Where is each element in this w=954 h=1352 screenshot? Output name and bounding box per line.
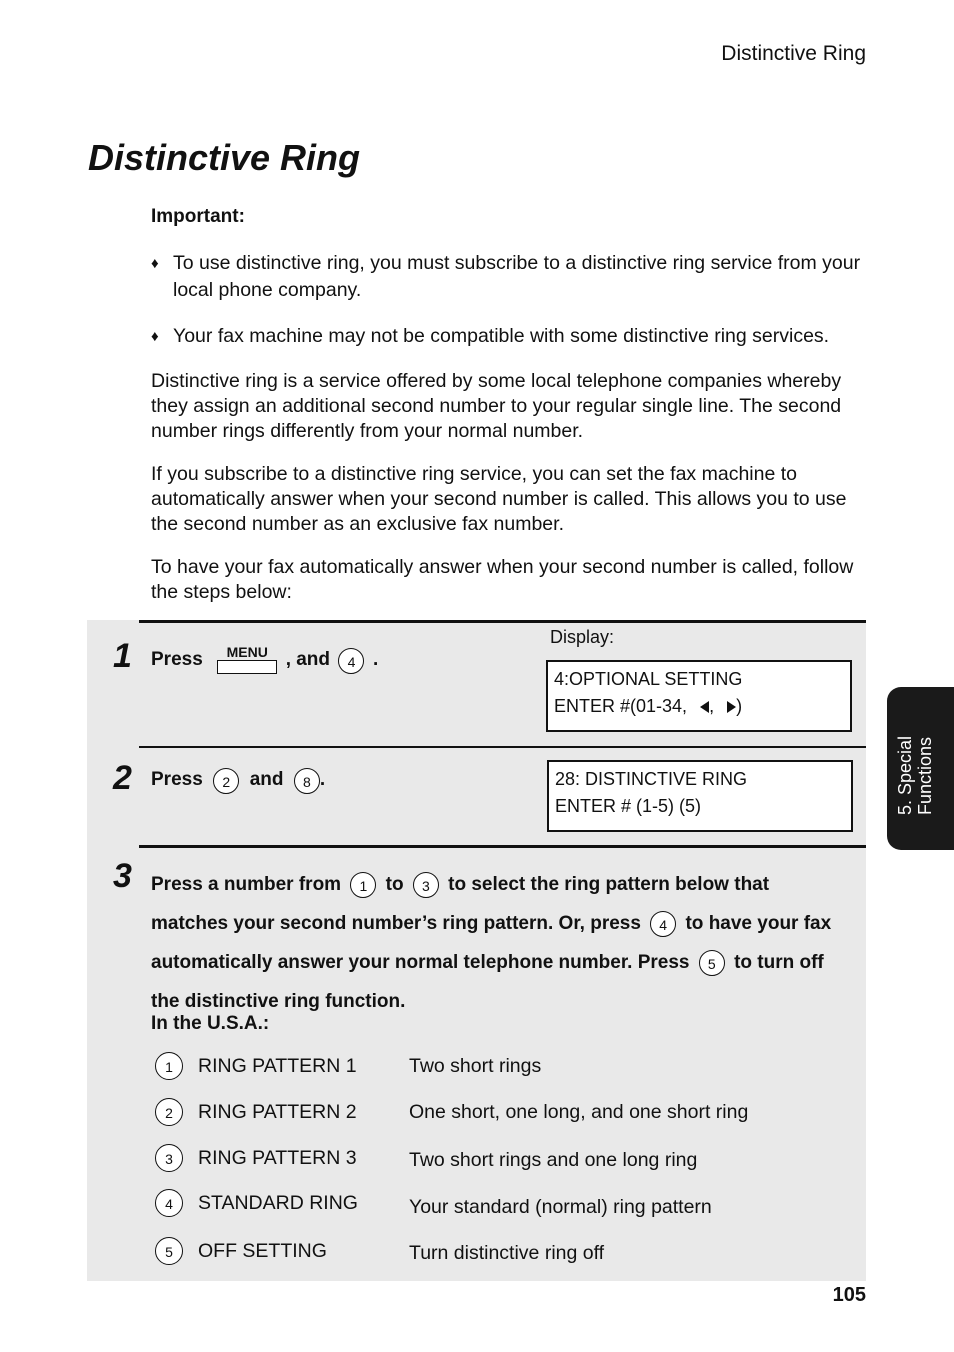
step-text: to have your fax automatically answer your normal telephone number. Press [151, 913, 832, 973]
bullet-text: Your fax machine may not be compatible with some distinctive ring services. [173, 325, 830, 347]
paragraph-steps-intro: To have your fax automatically answer when your second number is called, follow the steps below: [151, 556, 854, 603]
key-4-icon: 4 [155, 1189, 183, 1217]
key-5-icon: 5 [155, 1237, 183, 1265]
key-1-icon: 1 [350, 872, 376, 898]
lcd-display-2 [547, 760, 853, 832]
lcd-line-2 [554, 693, 844, 720]
key-2-icon: 2 [213, 768, 239, 794]
key-3-icon: 3 [413, 872, 439, 898]
ring-option-name: RING PATTERN 3 [198, 1147, 357, 1169]
ring-option-name: RING PATTERN 2 [198, 1101, 357, 1123]
page-title: Distinctive Ring [88, 137, 361, 178]
ring-option-desc: One short, one long, and one short ring [409, 1101, 749, 1123]
important-label: Important: [151, 206, 245, 227]
bullet-text: To use distinctive ring, you must subscribe to a distinctive ring service from your local phone company. [173, 252, 861, 301]
key-2-icon: 2 [155, 1098, 183, 1126]
step-number-3: 3 [113, 857, 132, 895]
important-bullet-1 [151, 250, 883, 304]
paragraph-subscribe: If you subscribe to a distinctive ring service, you can set the fax machine to automatically answer when your second number is called. This allows you to use the second number as an exclusive fax number. [151, 463, 847, 535]
step-1-instruction [151, 646, 378, 676]
step-3-instruction [151, 865, 851, 1021]
ring-option-desc: Turn distinctive ring off [409, 1242, 605, 1264]
key-3-icon: 3 [155, 1144, 183, 1172]
lcd-line: 28: DISTINCTIVE RING [555, 769, 748, 789]
diamond-bullet-icon: ♦ [151, 328, 159, 345]
steps-panel [87, 620, 866, 1281]
key-4-icon: 4 [338, 648, 364, 674]
key-5-icon: 5 [699, 950, 725, 976]
ring-option-name: RING PATTERN 1 [198, 1055, 357, 1077]
running-head: Distinctive Ring [721, 42, 866, 65]
display-label: Display: [550, 627, 615, 647]
step-text: Press [151, 649, 203, 671]
right-arrow-icon [727, 701, 736, 713]
step-text: to turn off the distinctive ring function. [151, 952, 824, 1012]
diamond-bullet-icon: ♦ [151, 255, 159, 272]
ring-option-name: STANDARD RING [198, 1192, 358, 1214]
step-text: . [319, 769, 326, 791]
step-text: . [372, 649, 379, 671]
section-tab-line: Functions [915, 736, 935, 815]
important-bullet-2 [151, 323, 883, 350]
step-divider [139, 620, 866, 623]
step-text: , and [285, 649, 331, 671]
step-text: Press [151, 769, 203, 791]
key-8-icon: 8 [294, 768, 320, 794]
step-divider [139, 845, 866, 848]
step-text: and [249, 769, 284, 791]
key-1-icon: 1 [155, 1052, 183, 1080]
step-number-2: 2 [113, 759, 132, 797]
step-2-instruction [151, 768, 325, 794]
step-text: to [385, 874, 404, 895]
ring-option-desc: Two short rings [409, 1055, 542, 1077]
page-number: 105 [832, 1284, 866, 1306]
menu-key-label: MENU [226, 644, 268, 660]
ring-option-desc: Two short rings and one long ring [409, 1149, 698, 1171]
step-divider [139, 746, 866, 748]
lcd-text: ) [736, 696, 743, 716]
section-tab-label [895, 705, 945, 815]
step-text: to select the ring pattern below that matches your second number’s ring pattern. Or, press [151, 874, 770, 934]
key-4-icon: 4 [650, 911, 676, 937]
ring-option-desc: Your standard (normal) ring pattern [409, 1196, 712, 1218]
left-arrow-icon [700, 701, 709, 713]
lcd-line: 4:OPTIONAL SETTING [554, 669, 743, 689]
usa-label: In the U.S.A.: [151, 1013, 270, 1034]
lcd-line: ENTER # (1-5) (5) [555, 796, 702, 816]
step-number-1: 1 [113, 637, 132, 675]
section-tab-line: 5. Special [895, 735, 915, 815]
lcd-text: , [709, 696, 715, 716]
ring-option-name: OFF SETTING [198, 1240, 327, 1262]
lcd-text: ENTER #(01-34, [554, 696, 688, 716]
lcd-display-1 [546, 660, 852, 732]
step-text: Press a number from [151, 874, 342, 895]
section-tab[interactable] [887, 687, 954, 850]
menu-key-icon [217, 646, 277, 676]
paragraph-intro: Distinctive ring is a service offered by some local telephone companies whereby they assign an additional second number to your regular single line. The second number rings differently from your normal number. [151, 370, 842, 442]
